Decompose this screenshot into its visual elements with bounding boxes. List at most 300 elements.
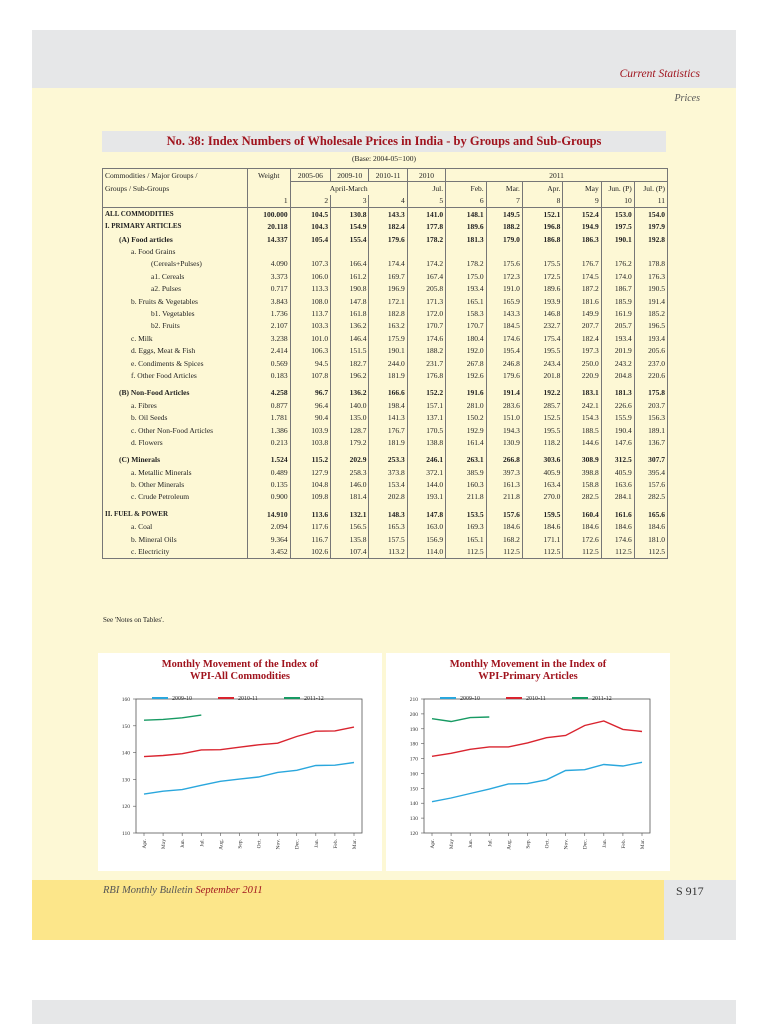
row-value: 188.2 <box>407 344 445 356</box>
row-value: 153.5 <box>446 503 487 520</box>
x-tick-label: Jul. <box>199 839 206 847</box>
row-value: 147.8 <box>407 503 445 520</box>
row-value: 193.4 <box>601 332 634 344</box>
row-value: 137.1 <box>407 411 445 423</box>
row-value: 207.7 <box>563 320 601 332</box>
row-weight: 0.877 <box>247 399 290 411</box>
row-value: 130.9 <box>486 436 522 448</box>
row-value: 116.7 <box>290 533 331 545</box>
row-value: 270.0 <box>522 491 563 503</box>
row-value: 187.2 <box>563 283 601 295</box>
y-tick-label: 130 <box>121 777 130 784</box>
table-row <box>103 208 668 221</box>
row-weight: 0.717 <box>247 283 290 295</box>
table-row <box>103 503 668 520</box>
row-value: 174.2 <box>407 258 445 270</box>
row-value: 181.9 <box>369 369 407 381</box>
x-tick-label: Dec. <box>582 839 589 850</box>
row-weight: 14.910 <box>247 503 290 520</box>
row-weight: 2.107 <box>247 320 290 332</box>
row-value: 220.9 <box>563 369 601 381</box>
y-tick-label: 150 <box>121 723 130 730</box>
row-value: 165.6 <box>634 503 667 520</box>
row-value: 405.9 <box>522 466 563 478</box>
y-tick-label: 140 <box>409 801 418 808</box>
month-header-jul-2011: Jul. (P) <box>634 182 667 195</box>
row-value: 246.1 <box>407 449 445 466</box>
row-value: 174.4 <box>369 258 407 270</box>
row-value: 135.8 <box>331 533 369 545</box>
row-value: 307.7 <box>634 449 667 466</box>
row-label: f. Other Food Articles <box>103 369 248 381</box>
y-tick-label: 190 <box>409 726 418 733</box>
row-label: a. Coal <box>103 521 248 533</box>
row-value: 182.7 <box>331 357 369 369</box>
row-value: 132.1 <box>331 503 369 520</box>
row-value: 190.5 <box>634 283 667 295</box>
row-value: 195.4 <box>486 344 522 356</box>
row-value: 90.4 <box>290 411 331 423</box>
row-value: 181.4 <box>331 491 369 503</box>
row-value: 202.8 <box>369 491 407 503</box>
row-value: 175.4 <box>522 332 563 344</box>
row-weight: 1.524 <box>247 449 290 466</box>
row-value: 174.6 <box>407 332 445 344</box>
row-label: a1. Cereals <box>103 270 248 282</box>
row-value: 184.6 <box>563 521 601 533</box>
row-value: 174.6 <box>601 533 634 545</box>
column-number: 10 <box>601 195 634 208</box>
row-value: 196.8 <box>522 221 563 233</box>
row-value: 165.9 <box>486 295 522 307</box>
series-line <box>432 762 642 801</box>
month-header-may: May <box>563 182 601 195</box>
row-value: 154.9 <box>331 221 369 233</box>
row-value: 193.4 <box>446 283 487 295</box>
row-weight: 0.489 <box>247 466 290 478</box>
row-label: c. Electricity <box>103 545 248 558</box>
row-value: 405.9 <box>601 466 634 478</box>
row-value: 157.6 <box>634 478 667 490</box>
x-tick-label: Jan. <box>601 839 608 848</box>
row-value: 308.9 <box>563 449 601 466</box>
row-value: 136.7 <box>634 436 667 448</box>
row-value: 175.8 <box>634 382 667 399</box>
row-value: 165.1 <box>446 295 487 307</box>
row-value <box>634 245 667 257</box>
row-value: 112.5 <box>486 545 522 558</box>
row-value: 107.8 <box>290 369 331 381</box>
row-value: 232.7 <box>522 320 563 332</box>
row-value: 263.1 <box>446 449 487 466</box>
row-value: 155.9 <box>601 411 634 423</box>
row-value: 179.6 <box>486 369 522 381</box>
y-tick-label: 160 <box>409 771 418 778</box>
row-value: 201.9 <box>601 344 634 356</box>
row-value: 172.1 <box>369 295 407 307</box>
row-value: 186.8 <box>522 233 563 245</box>
row-value: 191.4 <box>486 382 522 399</box>
row-weight: 1.736 <box>247 307 290 319</box>
row-value: 178.2 <box>407 233 445 245</box>
table-body <box>103 208 668 559</box>
row-label: ALL COMMODITIES <box>103 208 248 221</box>
year-header-2010-11: 2010-11 <box>369 169 407 182</box>
row-value: 157.6 <box>486 503 522 520</box>
row-value: 161.3 <box>486 478 522 490</box>
row-value: 104.5 <box>290 208 331 221</box>
row-value: 205.8 <box>407 283 445 295</box>
row-value: 186.3 <box>563 233 601 245</box>
legend-label: 2010-11 <box>238 696 258 702</box>
row-value: 184.6 <box>601 521 634 533</box>
row-value: 113.2 <box>369 545 407 558</box>
row-value <box>601 245 634 257</box>
row-weight: 3.373 <box>247 270 290 282</box>
row-value: 373.8 <box>369 466 407 478</box>
row-value: 170.7 <box>446 320 487 332</box>
row-value: 141.3 <box>369 411 407 423</box>
y-tick-label: 180 <box>409 741 418 748</box>
row-label: b1. Vegetables <box>103 307 248 319</box>
row-value: 176.7 <box>563 258 601 270</box>
row-value: 160.3 <box>446 478 487 490</box>
row-value: 243.4 <box>522 357 563 369</box>
row-value: 312.5 <box>601 449 634 466</box>
row-value: 170.7 <box>407 320 445 332</box>
row-value: 191.0 <box>486 283 522 295</box>
table-row <box>103 533 668 545</box>
table-row <box>103 411 668 423</box>
y-tick-label: 130 <box>409 816 418 823</box>
row-value: 397.3 <box>486 466 522 478</box>
row-label: d. Eggs, Meat & Fish <box>103 344 248 356</box>
row-value: 176.2 <box>601 258 634 270</box>
series-line <box>144 715 201 720</box>
row-weight: 100.000 <box>247 208 290 221</box>
row-value: 172.3 <box>486 270 522 282</box>
row-value: 96.4 <box>290 399 331 411</box>
row-value: 246.8 <box>486 357 522 369</box>
row-value: 175.5 <box>522 258 563 270</box>
row-weight: 0.900 <box>247 491 290 503</box>
table-row <box>103 344 668 356</box>
row-label: II. FUEL & POWER <box>103 503 248 520</box>
row-value: 192.2 <box>522 382 563 399</box>
row-value: 178.8 <box>634 258 667 270</box>
row-value: 385.9 <box>446 466 487 478</box>
bottom-grey-bar <box>32 1000 736 1024</box>
row-value: 158.3 <box>446 307 487 319</box>
row-value: 203.7 <box>634 399 667 411</box>
row-value: 372.1 <box>407 466 445 478</box>
row-value: 176.7 <box>369 424 407 436</box>
month-header-mar: Mar. <box>486 182 522 195</box>
x-tick-label: Nov. <box>563 839 570 850</box>
row-value: 170.5 <box>407 424 445 436</box>
chart-title-line-2: WPI-All Commodities <box>189 671 291 682</box>
row-value: 106.3 <box>290 344 331 356</box>
row-value: 192.8 <box>634 233 667 245</box>
row-value: 161.6 <box>601 503 634 520</box>
row-label: a2. Pulses <box>103 283 248 295</box>
row-value: 161.8 <box>331 307 369 319</box>
row-label: (C) Minerals <box>103 449 248 466</box>
row-value: 179.0 <box>486 233 522 245</box>
row-value: 258.3 <box>331 466 369 478</box>
row-value: 127.9 <box>290 466 331 478</box>
row-value: 161.2 <box>331 270 369 282</box>
row-value: 113.3 <box>290 283 331 295</box>
column-number: 11 <box>634 195 667 208</box>
row-weight: 0.135 <box>247 478 290 490</box>
row-value: 395.4 <box>634 466 667 478</box>
y-tick-label: 120 <box>121 804 130 811</box>
table-row <box>103 245 668 257</box>
row-label: b2. Fruits <box>103 320 248 332</box>
row-value: 141.0 <box>407 208 445 221</box>
row-value: 201.8 <box>522 369 563 381</box>
legend-label: 2011-12 <box>592 696 612 702</box>
row-value: 184.5 <box>486 320 522 332</box>
row-value: 149.5 <box>486 208 522 221</box>
x-tick-label: Mar. <box>352 839 358 850</box>
row-value: 135.0 <box>331 411 369 423</box>
row-value: 172.5 <box>522 270 563 282</box>
chart-svg <box>386 653 670 871</box>
row-value: 220.6 <box>634 369 667 381</box>
row-value: 243.2 <box>601 357 634 369</box>
row-value <box>290 245 331 257</box>
row-value: 205.6 <box>634 344 667 356</box>
row-value: 166.6 <box>369 382 407 399</box>
april-march-header: April-March <box>290 182 407 195</box>
row-label: (Cereals+Pulses) <box>103 258 248 270</box>
row-weight: 9.364 <box>247 533 290 545</box>
row-weight: 0.183 <box>247 369 290 381</box>
row-weight: 3.452 <box>247 545 290 558</box>
footer-publication <box>103 885 263 896</box>
table-row <box>103 491 668 503</box>
x-tick-label: Apr. <box>430 839 436 849</box>
row-value: 253.3 <box>369 449 407 466</box>
row-value: 160.4 <box>563 503 601 520</box>
row-value: 184.6 <box>486 521 522 533</box>
y-tick-label: 150 <box>409 786 418 793</box>
row-value: 226.6 <box>601 399 634 411</box>
x-tick-label: Sep. <box>525 839 532 849</box>
row-value: 146.4 <box>331 332 369 344</box>
table-row <box>103 295 668 307</box>
row-value: 196.2 <box>331 369 369 381</box>
row-label: d. Flowers <box>103 436 248 448</box>
row-value: 267.8 <box>446 357 487 369</box>
row-value: 144.6 <box>563 436 601 448</box>
row-value: 143.3 <box>369 208 407 221</box>
row-value: 151.0 <box>486 411 522 423</box>
row-value: 196.5 <box>634 320 667 332</box>
row-value: 114.0 <box>407 545 445 558</box>
head-label-2: Groups / Sub-Groups <box>103 182 248 195</box>
row-weight: 2.414 <box>247 344 290 356</box>
head-label-1: Commodities / Major Groups / <box>103 169 248 182</box>
row-value: 231.7 <box>407 357 445 369</box>
row-weight: 4.258 <box>247 382 290 399</box>
column-number: 8 <box>522 195 563 208</box>
series-line <box>432 721 642 756</box>
row-value: 157.1 <box>407 399 445 411</box>
row-value: 283.6 <box>486 399 522 411</box>
row-value: 303.6 <box>522 449 563 466</box>
x-tick-label: May <box>161 839 168 850</box>
row-value: 181.3 <box>601 382 634 399</box>
row-value: 150.2 <box>446 411 487 423</box>
row-value: 175.6 <box>486 258 522 270</box>
table-row <box>103 521 668 533</box>
row-value: 182.8 <box>369 307 407 319</box>
row-value: 184.6 <box>522 521 563 533</box>
table-note: See 'Notes on Tables'. <box>103 616 165 624</box>
month-header-feb: Feb. <box>446 182 487 195</box>
row-value: 190.1 <box>369 344 407 356</box>
row-value: 175.0 <box>446 270 487 282</box>
row-value: 152.4 <box>563 208 601 221</box>
row-value: 151.5 <box>331 344 369 356</box>
row-value: 196.9 <box>369 283 407 295</box>
row-value: 205.7 <box>601 320 634 332</box>
table-row <box>103 545 668 558</box>
row-value: 165.1 <box>446 533 487 545</box>
row-value: 176.3 <box>634 270 667 282</box>
row-value: 189.6 <box>522 283 563 295</box>
row-value: 191.4 <box>634 295 667 307</box>
x-tick-label: Aug. <box>218 839 225 850</box>
row-value: 195.5 <box>522 344 563 356</box>
row-value: 184.6 <box>634 521 667 533</box>
table-row <box>103 382 668 399</box>
row-weight: 2.094 <box>247 521 290 533</box>
row-value: 163.2 <box>369 320 407 332</box>
row-value: 177.8 <box>407 221 445 233</box>
row-value: 163.6 <box>601 478 634 490</box>
row-label: b. Mineral Oils <box>103 533 248 545</box>
x-tick-label: Feb. <box>620 839 627 849</box>
row-value: 147.8 <box>331 295 369 307</box>
row-value: 244.0 <box>369 357 407 369</box>
table-row <box>103 233 668 245</box>
row-value: 167.4 <box>407 270 445 282</box>
row-value: 148.3 <box>369 503 407 520</box>
row-value: 154.3 <box>563 411 601 423</box>
row-value: 194.9 <box>563 221 601 233</box>
row-value <box>331 245 369 257</box>
row-label: (A) Food articles <box>103 233 248 245</box>
table-row <box>103 332 668 344</box>
x-tick-label: Jan. <box>313 839 320 848</box>
row-value: 102.6 <box>290 545 331 558</box>
row-value: 250.0 <box>563 357 601 369</box>
row-value: 185.9 <box>601 295 634 307</box>
row-value: 104.8 <box>290 478 331 490</box>
section-header: Current Statistics <box>619 68 700 80</box>
row-value: 153.0 <box>601 208 634 221</box>
table-row <box>103 320 668 332</box>
row-value: 174.0 <box>601 270 634 282</box>
row-value: 107.4 <box>331 545 369 558</box>
row-value: 117.6 <box>290 521 331 533</box>
wpi-table <box>102 168 668 559</box>
row-value: 109.8 <box>290 491 331 503</box>
row-value: 266.8 <box>486 449 522 466</box>
row-value: 175.9 <box>369 332 407 344</box>
month-header-apr: Apr. <box>522 182 563 195</box>
column-number: 5 <box>407 195 445 208</box>
row-value: 178.2 <box>446 258 487 270</box>
row-value: 202.9 <box>331 449 369 466</box>
row-value: 106.0 <box>290 270 331 282</box>
row-weight: 14.337 <box>247 233 290 245</box>
row-value: 204.8 <box>601 369 634 381</box>
column-number: 9 <box>563 195 601 208</box>
row-value: 188.2 <box>486 221 522 233</box>
row-label: e. Condiments & Spices <box>103 357 248 369</box>
table-base-note: (Base: 2004-05=100) <box>351 154 416 163</box>
row-value: 148.1 <box>446 208 487 221</box>
chart-all-commodities <box>98 653 382 871</box>
column-number-row <box>103 195 668 208</box>
row-value: 153.4 <box>369 478 407 490</box>
publication-name: RBI Monthly Bulletin <box>103 885 193 896</box>
row-label: c. Crude Petroleum <box>103 491 248 503</box>
row-value: 115.2 <box>290 449 331 466</box>
x-tick-label: Oct. <box>544 839 551 849</box>
row-value: 118.2 <box>522 436 563 448</box>
chart-title-line-1: Monthly Movement in the Index of <box>449 659 607 670</box>
row-value: 171.1 <box>522 533 563 545</box>
chart-title-line-1: Monthly Movement of the Index of <box>161 659 319 670</box>
column-number: 7 <box>486 195 522 208</box>
row-value: 172.6 <box>563 533 601 545</box>
row-label: c. Other Non-Food Articles <box>103 424 248 436</box>
table-row <box>103 283 668 295</box>
month-header-jul-2010: Jul. <box>407 182 445 195</box>
row-value: 152.2 <box>407 382 445 399</box>
y-tick-label: 210 <box>409 697 418 703</box>
row-value: 152.5 <box>522 411 563 423</box>
row-value: 181.6 <box>563 295 601 307</box>
row-value: 105.4 <box>290 233 331 245</box>
row-value: 190.8 <box>331 283 369 295</box>
chart-svg <box>98 653 382 871</box>
row-value: 193.1 <box>407 491 445 503</box>
x-tick-label: Jul. <box>487 839 494 847</box>
row-value: 186.7 <box>601 283 634 295</box>
row-value: 182.4 <box>369 221 407 233</box>
row-value: 140.0 <box>331 399 369 411</box>
row-value: 136.2 <box>331 382 369 399</box>
row-value: 103.8 <box>290 436 331 448</box>
row-value: 242.1 <box>563 399 601 411</box>
column-number: 6 <box>446 195 487 208</box>
legend-label: 2010-11 <box>526 696 546 702</box>
row-label: (B) Non-Food Articles <box>103 382 248 399</box>
row-value: 180.4 <box>446 332 487 344</box>
row-value: 128.7 <box>331 424 369 436</box>
row-value <box>522 245 563 257</box>
row-value: 189.1 <box>634 424 667 436</box>
row-label: a. Fibres <box>103 399 248 411</box>
row-value: 130.8 <box>331 208 369 221</box>
